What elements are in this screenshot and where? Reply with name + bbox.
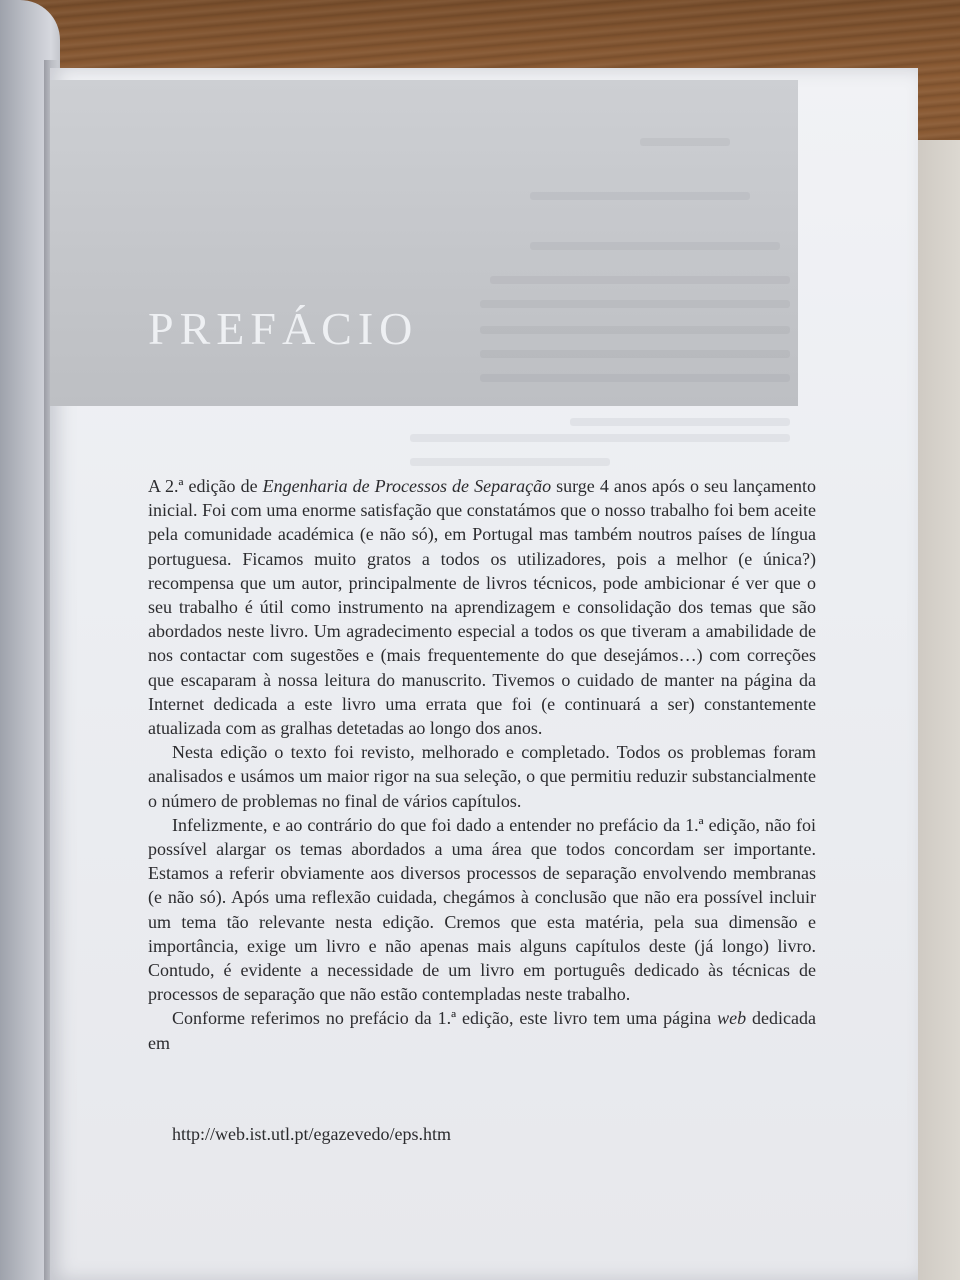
web-address: http://web.ist.utl.pt/egazevedo/eps.htm	[172, 1124, 451, 1144]
book-title-italic: Engenharia de Processos de Separação	[262, 476, 552, 496]
paragraph-4: Conforme referimos no prefácio da 1.ª edição, este livro tem uma página web dedicada em	[148, 1008, 816, 1053]
bleed-through-line	[570, 418, 790, 426]
web-italic: web	[717, 1008, 747, 1029]
paragraph-3: Infelizmente, e ao contrário do que foi dado a entender no prefácio da 1.ª edição, não foi possível alargar os temas abordados a uma área que todos concordam ser importante. Estamos a referir obviamente aos diversos processos de separação envolvendo membranas (e não só). Após uma reflexão cuidada, chegámos à conclusão que não era possível incluir um tema tão relevante nesta edição. Cremos que esta matéria, pela sua dimensão e importância, exige um livro e não apenas mais alguns capítulos deste (já longo) livro. Contudo, é evidente a necessidade de um livro em português dedicado às técnicas de processos de separação que não estão contempladas neste trabalho.	[148, 814, 816, 1005]
bleed-through-line	[490, 276, 790, 284]
chapter-title: PREFÁCIO	[148, 303, 419, 354]
preface-body	[148, 474, 816, 1055]
underlying-surface	[918, 140, 960, 1280]
paragraph-2: Nesta edição o texto foi revisto, melhorado e completado. Todos os problemas foram analisados e usámos um maior rigor na sua seleção, o que permitiu reduzir substancialmente o número de problemas no final de vários capítulos.	[148, 742, 816, 811]
bleed-through-line	[410, 458, 610, 466]
chapter-header-band	[50, 80, 798, 406]
bleed-through-line	[480, 374, 790, 382]
bleed-through-line	[640, 138, 730, 146]
book-page	[50, 68, 918, 1280]
bleed-through-line	[530, 242, 780, 250]
bleed-through-line	[480, 350, 790, 358]
bleed-through-line	[480, 326, 790, 334]
bleed-through-line	[530, 192, 750, 200]
paragraph-1: A 2.ª edição de Engenharia de Processos de Separação surge 4 anos após o seu lançamento inicial. Foi com uma enorme satisfação que constatámos que o nosso trabalho foi bem aceite pela comunidade académica (e não só), em Portugal mas também noutros países de língua portuguesa. Ficamos muito gratos a todos os utilizadores, pois a melhor (e única?) recompensa que um autor, principalmente de livros técnicos, pode ambicionar é ver que o seu trabalho é útil como instrumento na aprendizagem e consolidação dos temas que são abordados neste livro. Um agradecimento especial a todos os que tiveram a amabilidade de nos contactar com sugestões e (mais frequentemente do que desejámos…) com correções que escaparam à nossa leitura do manuscrito. Tivemos o cuidado de manter na página da Internet dedicada a este livro uma errata que foi (e continuará a ser) constantemente atualizada com as gralhas detetadas ao longo dos anos.	[148, 476, 816, 739]
bleed-through-line	[480, 300, 790, 308]
bleed-through-line	[410, 434, 790, 442]
